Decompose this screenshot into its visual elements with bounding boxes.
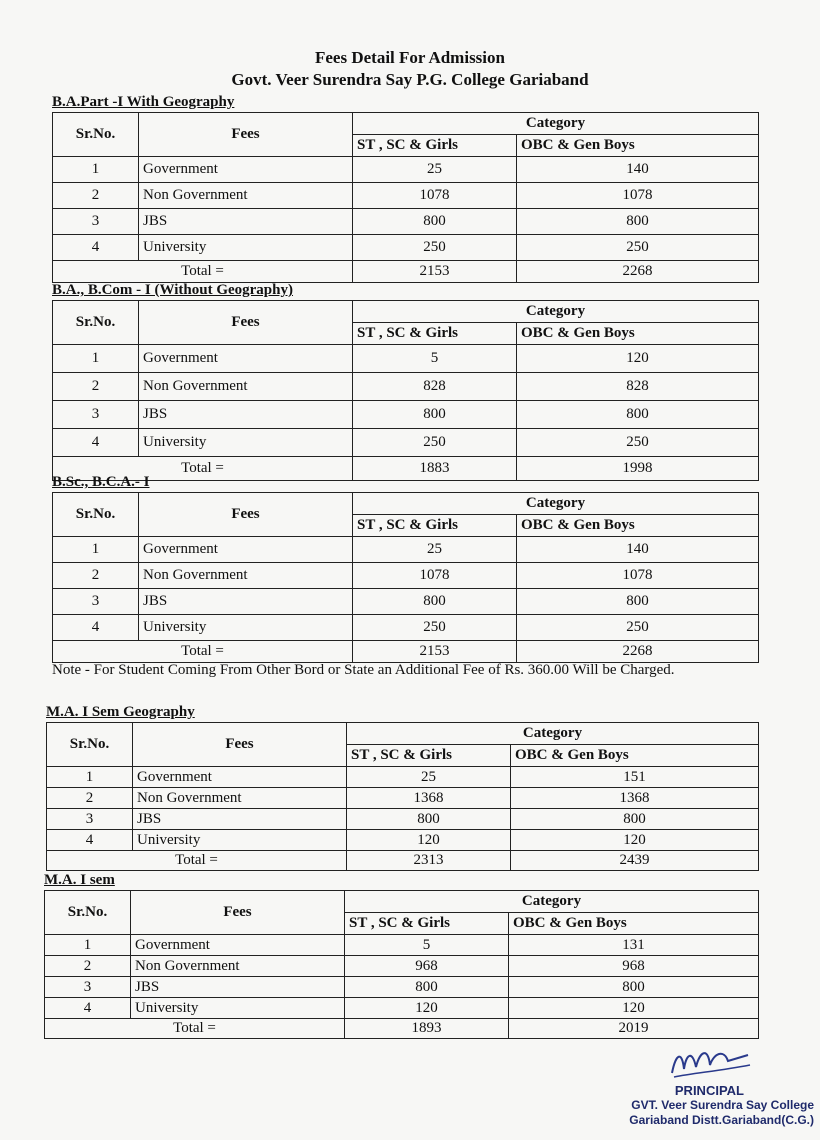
sr-no-cell: 3 xyxy=(47,809,133,830)
st-sc-girls-cell: 250 xyxy=(353,615,517,641)
obc-gen-boys-cell: 800 xyxy=(511,809,759,830)
obc-gen-boys-cell: 151 xyxy=(511,767,759,788)
total-obc-gen-boys: 2019 xyxy=(509,1019,759,1039)
fee-name-cell: JBS xyxy=(139,589,353,615)
header-obc-gen-boys: OBC & Gen Boys xyxy=(517,135,759,157)
total-label: Total = xyxy=(47,851,347,871)
college-name: Govt. Veer Surendra Say P.G. College Gariaband xyxy=(231,70,589,89)
fee-section xyxy=(52,280,759,481)
section-title: B.A., B.Com - I (Without Geography) xyxy=(52,282,293,298)
header-category: Category xyxy=(347,723,759,745)
fee-name-cell: JBS xyxy=(139,209,353,235)
header-category: Category xyxy=(353,493,759,515)
header-category: Category xyxy=(353,113,759,135)
table-row xyxy=(45,998,759,1019)
fee-name-cell: Government xyxy=(139,345,353,373)
st-sc-girls-cell: 800 xyxy=(353,401,517,429)
sr-no-cell: 4 xyxy=(53,615,139,641)
obc-gen-boys-cell: 250 xyxy=(517,615,759,641)
principal-signature-stamp xyxy=(629,1043,814,1128)
st-sc-girls-cell: 5 xyxy=(345,935,509,956)
fee-name-cell: University xyxy=(139,429,353,457)
table-row xyxy=(45,956,759,977)
st-sc-girls-cell: 120 xyxy=(347,830,511,851)
st-sc-girls-cell: 1368 xyxy=(347,788,511,809)
fee-table xyxy=(52,300,759,481)
fee-name-cell: JBS xyxy=(131,977,345,998)
obc-gen-boys-cell: 250 xyxy=(517,429,759,457)
table-row xyxy=(53,429,759,457)
st-sc-girls-cell: 250 xyxy=(353,235,517,261)
sr-no-cell: 1 xyxy=(53,345,139,373)
obc-gen-boys-cell: 968 xyxy=(509,956,759,977)
sr-no-cell: 2 xyxy=(53,563,139,589)
st-sc-girls-cell: 800 xyxy=(347,809,511,830)
sr-no-cell: 2 xyxy=(53,373,139,401)
section-title: B.A.Part -I With Geography xyxy=(52,94,235,110)
table-row xyxy=(47,788,759,809)
header-st-sc-girls: ST , SC & Girls xyxy=(347,745,511,767)
obc-gen-boys-cell: 828 xyxy=(517,373,759,401)
total-obc-gen-boys: 2268 xyxy=(517,261,759,283)
fee-name-cell: Government xyxy=(139,537,353,563)
fee-table xyxy=(44,890,759,1039)
obc-gen-boys-cell: 131 xyxy=(509,935,759,956)
signature-line-1: GVT. Veer Surendra Say College xyxy=(631,1098,814,1112)
st-sc-girls-cell: 800 xyxy=(353,589,517,615)
st-sc-girls-cell: 828 xyxy=(353,373,517,401)
fee-table xyxy=(46,722,759,871)
table-row xyxy=(53,345,759,373)
st-sc-girls-cell: 1078 xyxy=(353,563,517,589)
header-category: Category xyxy=(353,301,759,323)
table-row xyxy=(53,209,759,235)
header-category: Category xyxy=(345,891,759,913)
header-obc-gen-boys: OBC & Gen Boys xyxy=(517,515,759,537)
table-row xyxy=(53,615,759,641)
table-row xyxy=(47,767,759,788)
total-row xyxy=(45,1019,759,1039)
sr-no-cell: 2 xyxy=(53,183,139,209)
section-title: B.Sc., B.C.A.- I xyxy=(52,474,150,490)
st-sc-girls-cell: 5 xyxy=(353,345,517,373)
fee-name-cell: University xyxy=(131,998,345,1019)
header-obc-gen-boys: OBC & Gen Boys xyxy=(511,745,759,767)
header-sr-no: Sr.No. xyxy=(45,891,131,935)
table-row xyxy=(53,401,759,429)
fee-section xyxy=(52,472,759,663)
header-st-sc-girls: ST , SC & Girls xyxy=(353,515,517,537)
header-fees: Fees xyxy=(131,891,345,935)
total-st-sc-girls: 1883 xyxy=(353,457,517,481)
table-row xyxy=(47,809,759,830)
fee-name-cell: JBS xyxy=(133,809,347,830)
table-row xyxy=(53,589,759,615)
total-label: Total = xyxy=(45,1019,345,1039)
sr-no-cell: 1 xyxy=(45,935,131,956)
fee-section xyxy=(52,92,759,283)
st-sc-girls-cell: 800 xyxy=(345,977,509,998)
fee-name-cell: Non Government xyxy=(139,183,353,209)
header-sr-no: Sr.No. xyxy=(53,301,139,345)
fee-name-cell: University xyxy=(133,830,347,851)
fee-table xyxy=(52,112,759,283)
header-sr-no: Sr.No. xyxy=(47,723,133,767)
st-sc-girls-cell: 25 xyxy=(353,157,517,183)
total-st-sc-girls: 2153 xyxy=(353,641,517,663)
table-row xyxy=(53,537,759,563)
st-sc-girls-cell: 800 xyxy=(353,209,517,235)
fee-name-cell: Government xyxy=(139,157,353,183)
header-fees: Fees xyxy=(139,493,353,537)
total-st-sc-girls: 2153 xyxy=(353,261,517,283)
obc-gen-boys-cell: 1368 xyxy=(511,788,759,809)
sr-no-cell: 3 xyxy=(45,977,131,998)
obc-gen-boys-cell: 250 xyxy=(517,235,759,261)
signature-role: PRINCIPAL xyxy=(674,1083,744,1098)
fee-name-cell: Government xyxy=(133,767,347,788)
total-obc-gen-boys: 1998 xyxy=(517,457,759,481)
header-st-sc-girls: ST , SC & Girls xyxy=(353,323,517,345)
header-st-sc-girls: ST , SC & Girls xyxy=(353,135,517,157)
st-sc-girls-cell: 1078 xyxy=(353,183,517,209)
fee-section xyxy=(46,702,759,871)
obc-gen-boys-cell: 800 xyxy=(517,209,759,235)
table-row xyxy=(53,373,759,401)
fee-name-cell: Non Government xyxy=(139,373,353,401)
fee-name-cell: Non Government xyxy=(131,956,345,977)
sr-no-cell: 3 xyxy=(53,589,139,615)
obc-gen-boys-cell: 120 xyxy=(509,998,759,1019)
header-fees: Fees xyxy=(139,301,353,345)
fee-section xyxy=(44,870,759,1039)
obc-gen-boys-cell: 120 xyxy=(511,830,759,851)
header-obc-gen-boys: OBC & Gen Boys xyxy=(517,323,759,345)
total-row xyxy=(47,851,759,871)
obc-gen-boys-cell: 800 xyxy=(517,589,759,615)
page-title: Fees Detail For Admission xyxy=(315,48,505,67)
fee-name-cell: University xyxy=(139,615,353,641)
table-row xyxy=(53,563,759,589)
header-obc-gen-boys: OBC & Gen Boys xyxy=(509,913,759,935)
fee-name-cell: University xyxy=(139,235,353,261)
sr-no-cell: 4 xyxy=(53,429,139,457)
st-sc-girls-cell: 250 xyxy=(353,429,517,457)
header-sr-no: Sr.No. xyxy=(53,493,139,537)
obc-gen-boys-cell: 140 xyxy=(517,537,759,563)
signature-icon xyxy=(664,1043,754,1083)
table-row xyxy=(53,183,759,209)
total-row xyxy=(53,641,759,663)
sr-no-cell: 3 xyxy=(53,209,139,235)
obc-gen-boys-cell: 800 xyxy=(509,977,759,998)
sr-no-cell: 1 xyxy=(47,767,133,788)
table-row xyxy=(45,935,759,956)
total-label: Total = xyxy=(53,261,353,283)
sr-no-cell: 2 xyxy=(47,788,133,809)
sr-no-cell: 1 xyxy=(53,537,139,563)
fee-name-cell: JBS xyxy=(139,401,353,429)
header-sr-no: Sr.No. xyxy=(53,113,139,157)
header-fees: Fees xyxy=(139,113,353,157)
st-sc-girls-cell: 120 xyxy=(345,998,509,1019)
section-title: M.A. I Sem Geography xyxy=(46,704,195,720)
header-fees: Fees xyxy=(133,723,347,767)
total-obc-gen-boys: 2268 xyxy=(517,641,759,663)
st-sc-girls-cell: 25 xyxy=(353,537,517,563)
total-label: Total = xyxy=(53,641,353,663)
total-st-sc-girls: 1893 xyxy=(345,1019,509,1039)
fee-name-cell: Non Government xyxy=(139,563,353,589)
st-sc-girls-cell: 968 xyxy=(345,956,509,977)
obc-gen-boys-cell: 800 xyxy=(517,401,759,429)
total-obc-gen-boys: 2439 xyxy=(511,851,759,871)
header-st-sc-girls: ST , SC & Girls xyxy=(345,913,509,935)
sr-no-cell: 4 xyxy=(53,235,139,261)
signature-line-2: Gariaband Distt.Gariaband(C.G.) xyxy=(629,1113,814,1127)
table-row xyxy=(53,157,759,183)
sr-no-cell: 3 xyxy=(53,401,139,429)
fee-name-cell: Government xyxy=(131,935,345,956)
sr-no-cell: 2 xyxy=(45,956,131,977)
obc-gen-boys-cell: 140 xyxy=(517,157,759,183)
total-st-sc-girls: 2313 xyxy=(347,851,511,871)
fee-name-cell: Non Government xyxy=(133,788,347,809)
obc-gen-boys-cell: 1078 xyxy=(517,183,759,209)
sr-no-cell: 4 xyxy=(45,998,131,1019)
total-label: Total = xyxy=(53,457,353,481)
section-title: M.A. I sem xyxy=(44,872,115,888)
table-row xyxy=(53,235,759,261)
table-row xyxy=(47,830,759,851)
fee-table xyxy=(52,492,759,663)
obc-gen-boys-cell: 1078 xyxy=(517,563,759,589)
obc-gen-boys-cell: 120 xyxy=(517,345,759,373)
sr-no-cell: 4 xyxy=(47,830,133,851)
st-sc-girls-cell: 25 xyxy=(347,767,511,788)
additional-fee-note: Note - For Student Coming From Other Bord or State an Additional Fee of Rs. 360.00 Will be Charged. xyxy=(52,662,675,678)
table-row xyxy=(45,977,759,998)
sr-no-cell: 1 xyxy=(53,157,139,183)
